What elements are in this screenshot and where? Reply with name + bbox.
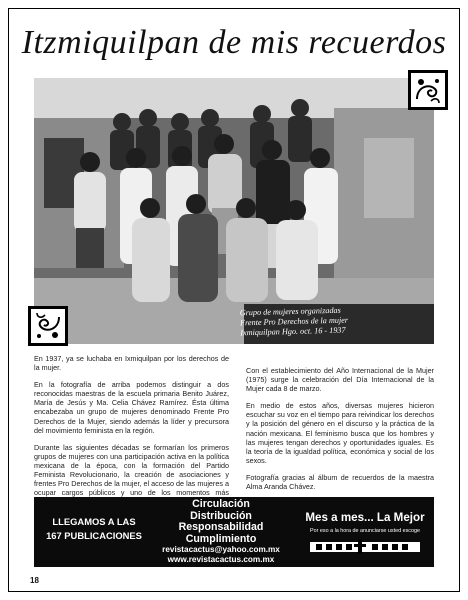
banner-left-line: LLEGAMOS A LAS <box>52 516 136 527</box>
article-paragraph: Con el establecimiento del Año Internacional de la Mujer (1975) surge la celebración del Día Internacional de la Mujer cada 8 de marzo. <box>246 366 434 394</box>
page-number: 18 <box>30 576 39 585</box>
article-left-column <box>34 354 229 514</box>
floral-swirl-icon <box>28 306 68 346</box>
banner-value-line: Cumplimiento <box>185 532 257 545</box>
banner-value-line: Distribución <box>190 509 252 522</box>
article-paragraph: Fotografía gracias al álbum de recuerdos de la maestra Alma Aranda Chávez. <box>246 472 434 492</box>
advertising-banner <box>34 497 434 567</box>
photo-handwritten-caption <box>240 304 421 339</box>
photo-caption-line: Ixmiquilpan Hgo. oct. 16 - 1937 <box>240 325 346 338</box>
banner-website-link[interactable]: www.revistacactus.com.mx <box>167 555 275 564</box>
page-title: Itzmiquilpan de mis recuerdos <box>21 24 447 61</box>
article-paragraph: En la fotografía de arriba podemos distinguir a dos reconocidas maestras de la escuela primaria Benito Juárez, María de Jesús y Ma. Celia Chávez Ramírez. Ésta última encabezaba un grupo de mujeres denominado Frente Pro Derechos de la Mujer, siendo además la líder y precursora del movimiento feminista en la región. <box>34 380 229 435</box>
article-paragraph: En 1937, ya se luchaba en Ixmiquilpan por los derechos de la mujer. <box>34 354 229 373</box>
banner-value-line: Circulación <box>192 498 250 510</box>
article-paragraph: Durante las siguientes décadas se formarían los primeros grupos de mujeres con una participación activa en la política mexicana de la época, con la formación del Partido Feminista Revolucionario, la creación de asociaciones y frentes Pro Derechos de la mujer, el acceso de las mujeres a ocupar cargos públicos y uno de los momentos más <box>34 442 229 498</box>
banner-contact <box>146 499 296 565</box>
banner-slogan <box>296 511 434 560</box>
historical-group-photo <box>34 78 434 344</box>
banner-subline: Por eso a la hora de anunciarse usted escoge <box>310 528 420 534</box>
photo-caption-line: Frente Pro Derechos de la mujer <box>239 315 349 328</box>
cactus-logo-icon <box>310 539 420 555</box>
floral-swirl-icon <box>408 70 448 110</box>
banner-tagline: Mes a mes... La Mejor <box>305 511 425 524</box>
banner-email-link[interactable]: revistacactus@yahoo.com.mx <box>162 545 280 554</box>
photo-caption-line: Grupo de mujeres organizadas <box>239 305 341 318</box>
banner-left-line: 167 PUBLICACIONES <box>46 530 142 541</box>
banner-value-line: Responsabilidad <box>178 521 264 533</box>
article-right-column <box>246 366 434 499</box>
article-paragraph: En medio de estos años, diversas mujeres hicieron escuchar su voz en el tiempo para reivindicar los derechos y la posición del género en el discurso y la práctica de la nación mexicana. El feminismo busca que los hombres y las mujeres tengan derechos y oportunidades iguales. Es la teoría de la igualdad política, económica y social de los sexos. <box>246 401 434 465</box>
banner-publications <box>34 515 154 543</box>
